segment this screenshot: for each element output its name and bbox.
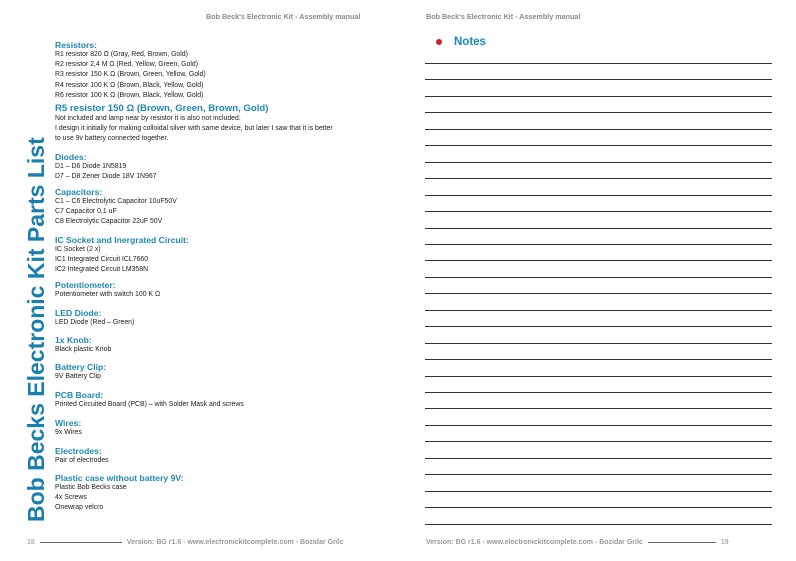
part-item: IC1 Integrated Circuit ICL7660 bbox=[55, 256, 149, 264]
section-heading: R5 resistor 150 Ω (Brown, Green, Brown, Gold) bbox=[55, 103, 269, 114]
parts-section bbox=[55, 280, 395, 300]
note-line bbox=[425, 145, 772, 146]
note-line bbox=[425, 293, 772, 294]
part-item: R2 resistor 2,4 M Ω (Red, Yellow, Green, Gold) bbox=[55, 61, 199, 69]
parts-section bbox=[55, 308, 395, 328]
note-line bbox=[425, 162, 772, 163]
section-heading: Resistors: bbox=[55, 40, 98, 50]
note-line bbox=[425, 260, 772, 261]
bullet-icon bbox=[436, 39, 442, 45]
parts-section bbox=[55, 40, 395, 101]
note-line bbox=[425, 228, 772, 229]
part-item: to use 9v battery connected together. bbox=[55, 135, 169, 143]
note-line bbox=[425, 277, 772, 278]
page-number: 19 bbox=[720, 539, 729, 546]
parts-section bbox=[55, 187, 395, 228]
part-item: Plastic Bob Becks case bbox=[55, 484, 127, 491]
note-line bbox=[425, 392, 772, 393]
part-item: D7 – D8 Zener Diode 18V 1N967 bbox=[55, 173, 157, 181]
parts-section bbox=[55, 152, 395, 182]
section-heading: PCB Board: bbox=[55, 390, 104, 400]
part-item: IC Socket (2 x) bbox=[55, 246, 101, 253]
right-footer bbox=[426, 539, 729, 546]
note-line bbox=[425, 63, 772, 64]
note-line bbox=[425, 425, 772, 426]
part-item: D1 – D6 Diode 1N5819 bbox=[55, 163, 127, 170]
note-line bbox=[425, 79, 772, 80]
note-line bbox=[425, 524, 772, 525]
part-item: Black plastic Knob bbox=[55, 346, 112, 353]
part-item: C8 Electrolytic Capacitor 22uF 50V bbox=[55, 218, 163, 226]
note-line bbox=[425, 195, 772, 196]
left-footer bbox=[27, 539, 344, 546]
note-line bbox=[425, 474, 772, 475]
parts-section bbox=[55, 103, 395, 145]
page-number: 18 bbox=[27, 539, 35, 546]
note-line bbox=[425, 507, 772, 508]
note-line bbox=[425, 326, 772, 327]
notes-heading bbox=[436, 36, 486, 48]
footer-rule bbox=[40, 542, 122, 543]
footer-version: Version: BG r1.6 - www.electronickitcomplete.com - Bozidar Grilc bbox=[126, 539, 344, 546]
note-line bbox=[425, 244, 772, 245]
part-item: R6 resistor 100 K Ω (Brown, Black, Yellow, Gold) bbox=[55, 91, 204, 99]
parts-section bbox=[55, 235, 395, 276]
part-item: C7 Capacitor 0,1 uF bbox=[55, 208, 117, 216]
section-heading: IC Socket and Inergrated Circuit: bbox=[55, 235, 189, 245]
part-item: Pair of electrodes bbox=[55, 457, 109, 464]
parts-section bbox=[55, 418, 395, 438]
parts-section bbox=[55, 473, 395, 514]
part-item: I design it initially for making colloidal silver with same device, but later I saw that it is better bbox=[55, 125, 333, 133]
section-heading: Potentiometer: bbox=[55, 280, 116, 290]
part-item: LED Diode (Red – Green) bbox=[55, 319, 135, 326]
note-line bbox=[425, 491, 772, 492]
notes-title: Notes bbox=[454, 36, 486, 48]
note-line bbox=[425, 458, 772, 459]
section-heading: 1x Knob: bbox=[55, 335, 92, 345]
section-heading: LED Diode: bbox=[55, 308, 102, 318]
part-item: Onewrap velcro bbox=[55, 504, 104, 512]
section-heading: Plastic case without battery 9V: bbox=[55, 473, 184, 483]
part-item: C1 – C6 Electrolytic Capacitor 10uF50V bbox=[55, 198, 177, 205]
note-line bbox=[425, 376, 772, 377]
part-item: 9x Wires bbox=[55, 429, 82, 436]
left-page-header: Bob Beck's Electronic Kit - Assembly manual bbox=[206, 12, 361, 21]
vertical-page-title: Bob Becks Electronic Kit Parts List bbox=[23, 137, 49, 522]
part-item: R4 resistor 100 K Ω (Brown, Black, Yellow, Gold) bbox=[55, 81, 204, 89]
note-line bbox=[425, 310, 772, 311]
note-line bbox=[425, 178, 772, 179]
section-heading: Electrodes: bbox=[55, 446, 102, 456]
section-heading: Capacitors: bbox=[55, 187, 103, 197]
part-item: Printed Circuited Board (PCB) – with Solder Mask and screws bbox=[55, 401, 244, 408]
note-line bbox=[425, 343, 772, 344]
part-item: IC2 Integrated Circuit LM358N bbox=[55, 266, 149, 274]
footer-rule bbox=[648, 542, 716, 543]
right-page-header: Bob Beck's Electronic Kit - Assembly manual bbox=[426, 12, 581, 21]
note-line bbox=[425, 441, 772, 442]
note-line bbox=[425, 112, 772, 113]
section-heading: Battery Clip: bbox=[55, 362, 107, 372]
footer-version: Version: BG r1.6 - www.electronickitcomplete.com - Bozidar Grilc bbox=[426, 539, 643, 546]
note-line bbox=[425, 96, 772, 97]
note-line bbox=[425, 129, 772, 130]
part-item: Potentiometer with switch 100 K Ω bbox=[55, 291, 161, 298]
part-item: 4x Screws bbox=[55, 494, 87, 502]
section-heading: Wires: bbox=[55, 418, 82, 428]
parts-section bbox=[55, 446, 395, 466]
part-item: R3 resistor 150 K Ω (Brown, Green, Yellow, Gold) bbox=[55, 71, 206, 79]
parts-section bbox=[55, 390, 395, 410]
section-heading: Diodes: bbox=[55, 152, 87, 162]
note-line bbox=[425, 359, 772, 360]
parts-section bbox=[55, 362, 395, 382]
part-item: Not included and lamp near by resistor it is also not included. bbox=[55, 115, 241, 122]
note-line bbox=[425, 408, 772, 409]
part-item: R1 resistor 820 Ω (Gray, Red, Brown, Gold) bbox=[55, 51, 188, 58]
note-line bbox=[425, 211, 772, 212]
parts-section bbox=[55, 335, 395, 355]
part-item: 9V Battery Clip bbox=[55, 373, 101, 380]
